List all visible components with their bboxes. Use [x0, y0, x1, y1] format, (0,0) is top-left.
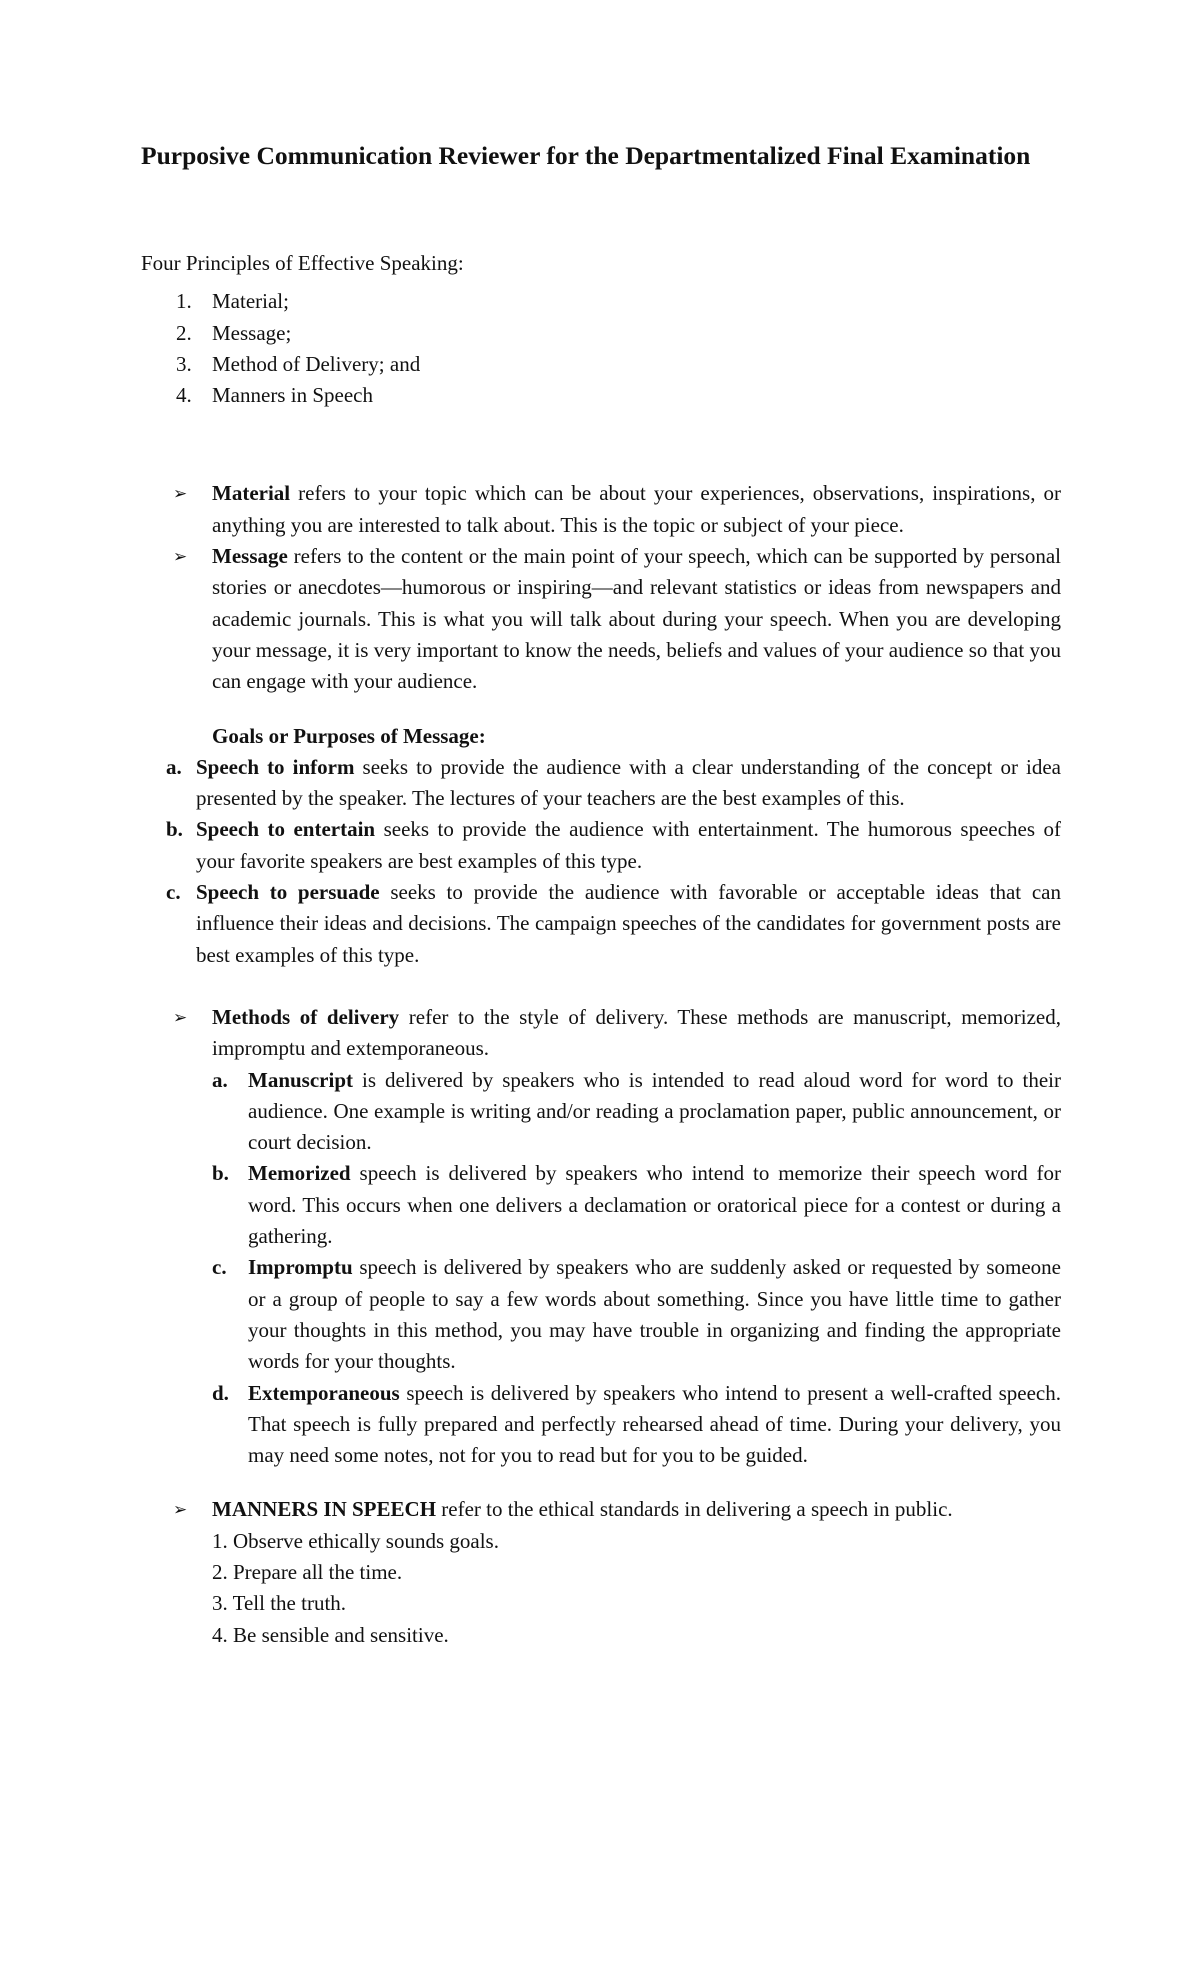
principles-list: [141, 286, 1061, 411]
methods-term: Methods of delivery: [212, 1004, 400, 1029]
arrow-bullet-icon: ➢: [173, 484, 188, 504]
list-item: 4. Manners in Speech: [176, 383, 373, 408]
list-item: 3. Method of Delivery; and: [176, 351, 421, 376]
methods-paragraph: ➢ Methods of delivery refer to the style of delivery. These methods are manuscript, memorized, impromptu and extemporaneous.: [141, 1002, 1061, 1065]
arrow-bullet-icon: ➢: [173, 1500, 188, 1520]
message-term: Message: [212, 544, 288, 569]
method-item: b. Memorized speech is delivered by speakers who intend to memorize their speech word for word. This occurs when one delivers a declamation or oratorical piece for a contest or during a gathering.: [212, 1161, 1061, 1249]
arrow-bullet-icon: ➢: [173, 547, 188, 567]
manners-item: 4. Be sensible and sensitive.: [212, 1622, 449, 1647]
manners-item: 1. Observe ethically sounds goals.: [212, 1528, 499, 1553]
message-paragraph: ➢ Message refers to the content or the main point of your speech, which can be supported by personal stories or anecdotes—humorous or inspiring—and relevant statistics or ideas from newspapers and academic journals. This is what you will talk about during your speech. When you are developing your message, it is very important to know the needs, beliefs and values of your audience so that you can engage with your audience.: [141, 541, 1061, 697]
material-term: Material: [212, 481, 291, 506]
goal-item: c. Speech to persuade seeks to provide the audience with favorable or acceptable ideas that can influence their ideas and decisions. The campaign speeches of the candidates for government posts are best examples of this type.: [166, 880, 1061, 967]
principles-heading: Four Principles of Effective Speaking:: [141, 251, 464, 275]
document-title: Purposive Communication Reviewer for the Departmentalized Final Examination: [141, 141, 1031, 170]
manners-term: MANNERS IN SPEECH: [212, 1497, 437, 1522]
goal-item: b. Speech to entertain seeks to provide the audience with entertainment. The humorous speeches of your favorite speakers are best examples of this type.: [166, 817, 1061, 873]
document-content: [141, 138, 1061, 1651]
method-item: c. Impromptu speech is delivered by speakers who are suddenly asked or requested by someone or a group of people to say a few words about something. Since you have little time to gather your thoughts in this method, you may have trouble in organizing and finding the appropriate words for your thoughts.: [212, 1255, 1061, 1374]
manners-item: 2. Prepare all the time.: [212, 1559, 403, 1584]
manners-item: 3. Tell the truth.: [212, 1591, 347, 1616]
manners-paragraph: ➢ MANNERS IN SPEECH refer to the ethical standards in delivering a speech in public.: [141, 1494, 1061, 1525]
material-paragraph: ➢ Material refers to your topic which can be about your experiences, observations, inspirations, or anything you are interested to talk about. This is the topic or subject of your piece.: [141, 478, 1061, 541]
list-item: 1. Material;: [176, 289, 289, 314]
goals-heading: Goals or Purposes of Message:: [212, 723, 486, 748]
method-item: d. Extemporaneous speech is delivered by speakers who intend to present a well-crafted speech. That speech is fully prepared and perfectly rehearsed ahead of time. During your delivery, you may need some notes, not for you to read but for you to be guided.: [212, 1380, 1061, 1468]
list-item: 2. Message;: [176, 320, 292, 345]
goal-item: a. Speech to inform seeks to provide the audience with a clear understanding of the concept or idea presented by the speaker. The lectures of your teachers are the best examples of this.: [166, 754, 1061, 811]
arrow-bullet-icon: ➢: [173, 1007, 188, 1027]
method-item: a. Manuscript is delivered by speakers who is intended to read aloud word for word to their audience. One example is writing and/or reading a proclamation paper, public announcement, or court decision.: [212, 1067, 1061, 1155]
